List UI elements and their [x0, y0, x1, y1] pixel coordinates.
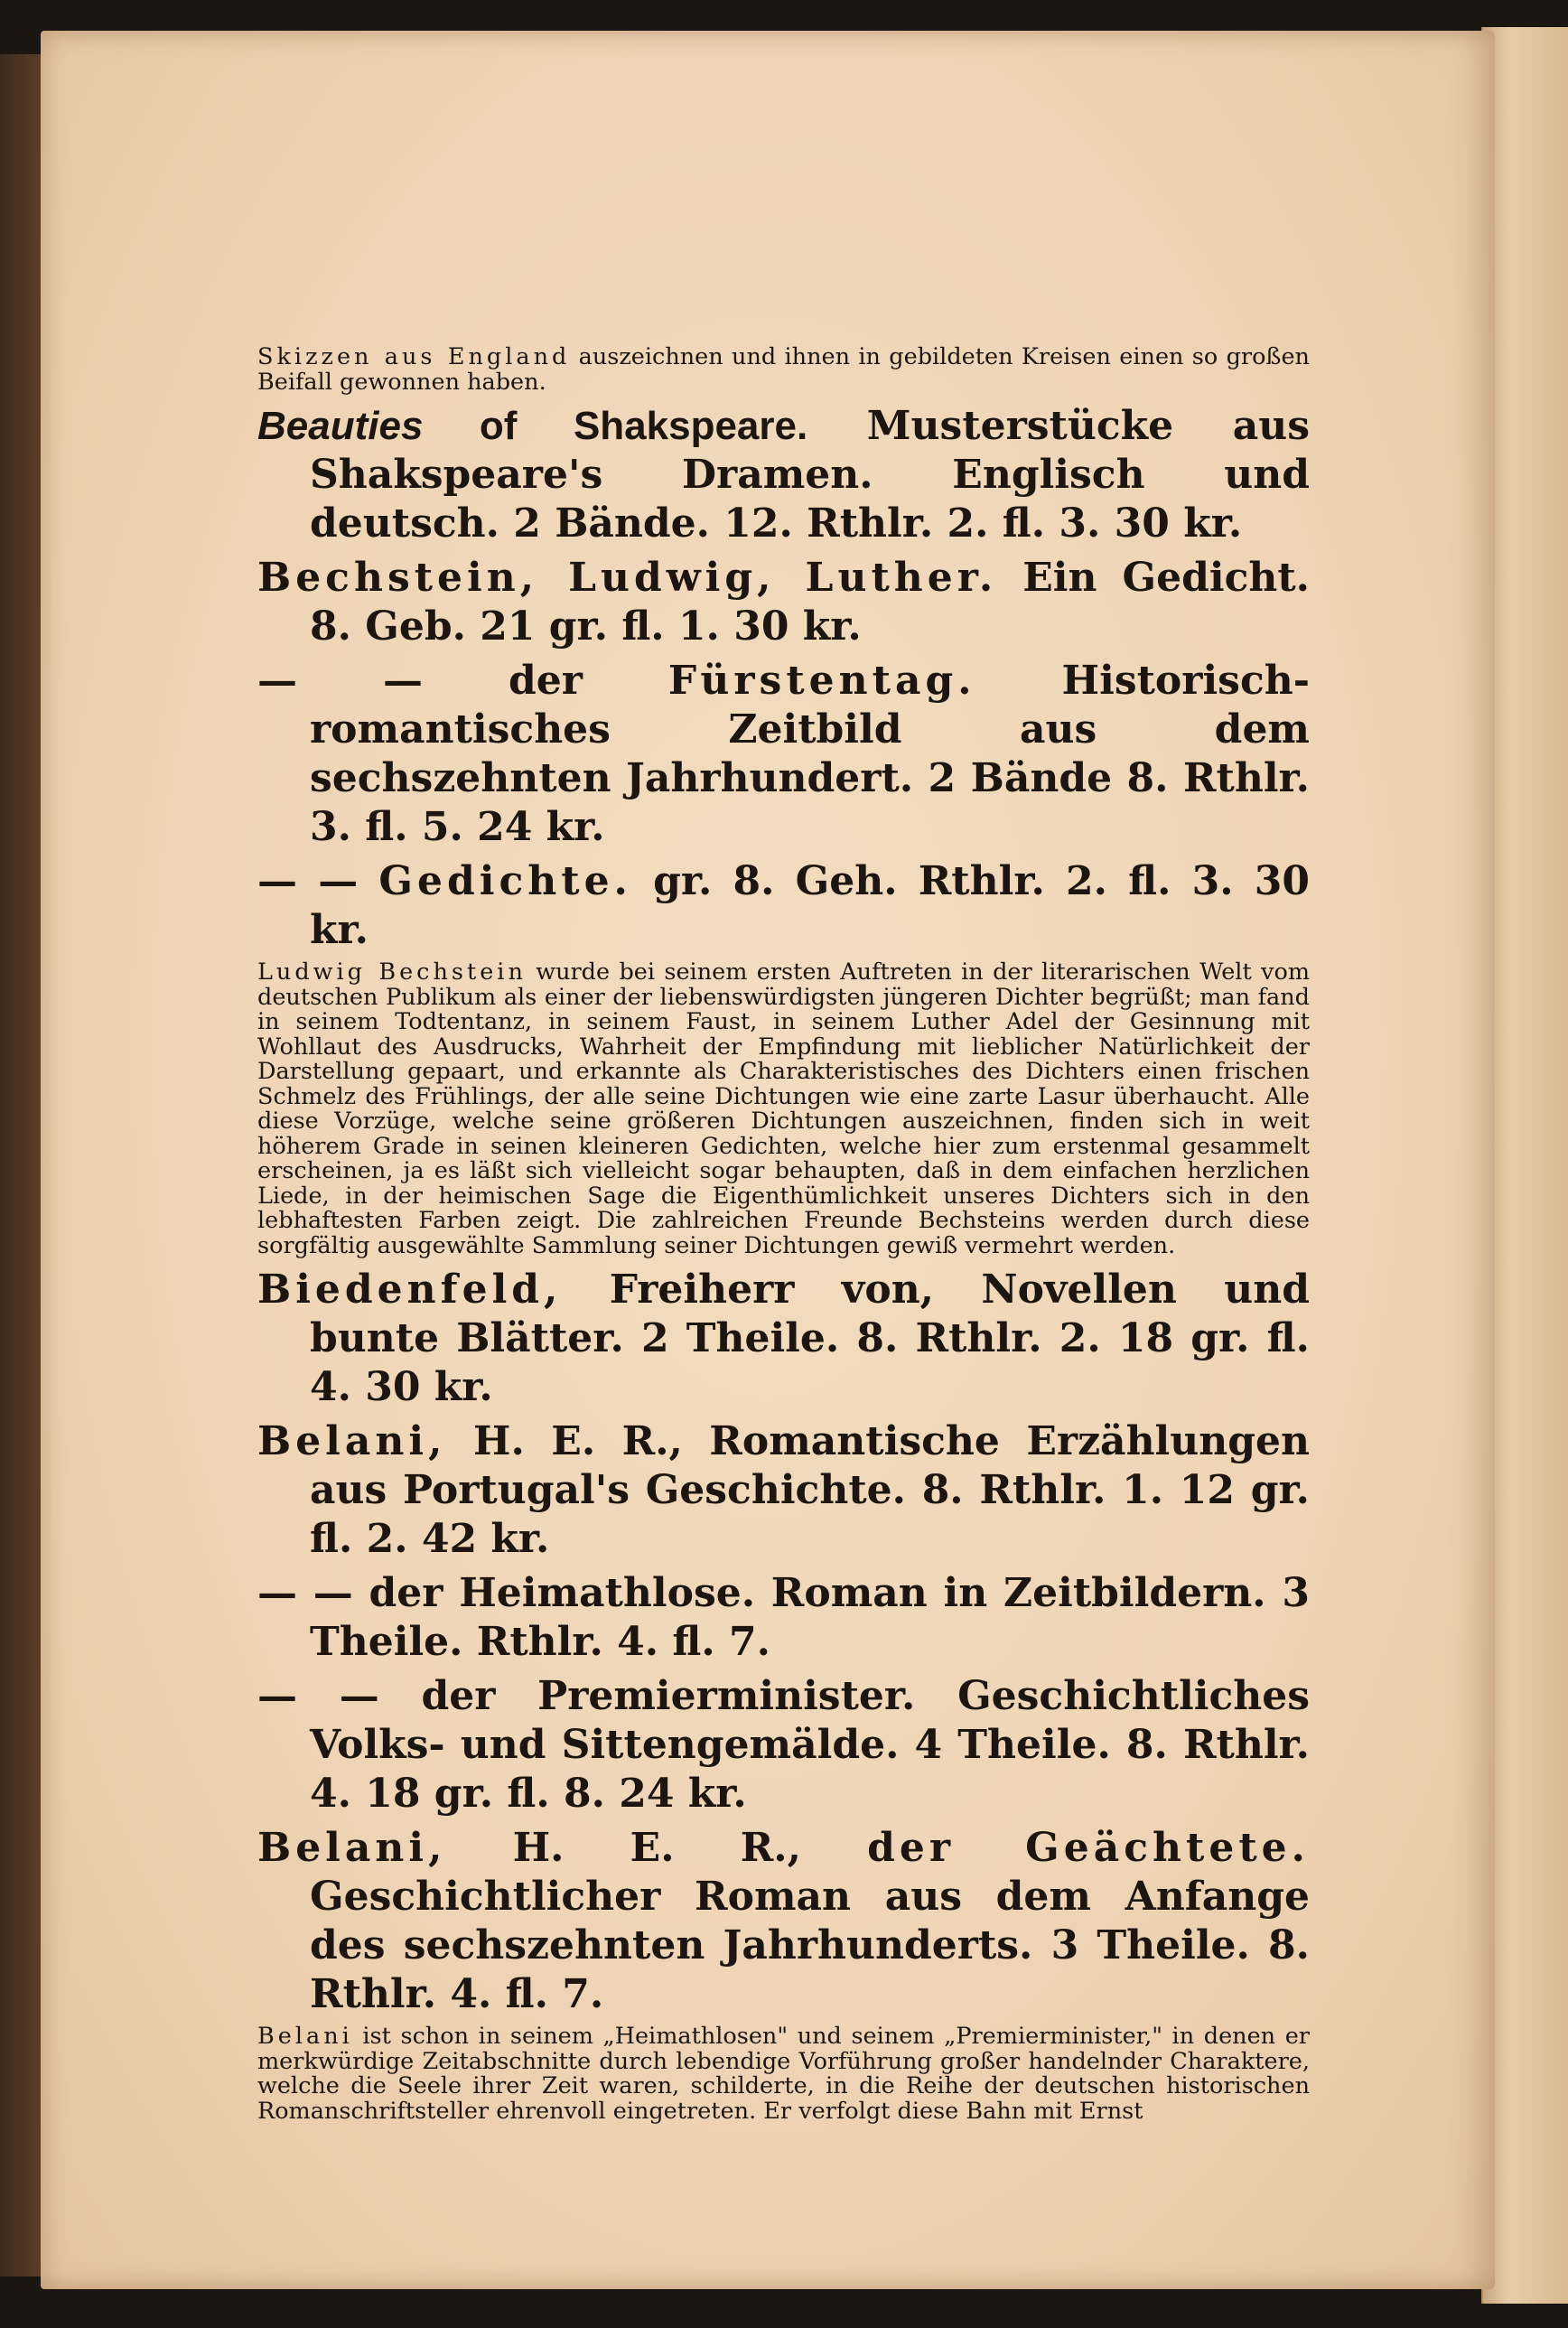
intro-note-lead: Skizzen aus England: [257, 343, 571, 370]
bechstein-note-text: wurde bei seinem ersten Auftreten in der literarischen Welt vom deutschen Publikum als einer der liebenswürdigsten jüngeren Dichter begrüßt; man fand in seinem Todtentanz, in seinem Faust, in seinem Luther Adel der Gesinnung mit Wohllaut des Ausdrucks, Wahrheit der Empfindung mit lieblicher Natürlichkeit der Darstellung gepaart, und erkannte als Charakteristisches des Dichters einen frischen Schmelz des Frühlings, der alle seine Dichtungen wie eine zarte Lasur überhaucht. Alle diese Vorzüge, welche seine größeren Dichtungen auszeichnen, finden sich in weit höherem Grade in seinen kleineren Gedichten, welche hier zum erstenmal gesammelt erscheinen, ja es läßt sich vielleicht sogar behaupten, daß in dem einfachen herzlichen Liede, in der heimischen Sage die Eigenthümlichkeit unseres Dichters sich in den lebhaftesten Farben zeigt. Die zahlreichen Freunde Bechsteins werden durch diese sorgfältig ausgewählte Sammlung seiner Dichtungen gewiß vermehrt werden.: [257, 958, 1310, 1259]
entry-biedenfeld: [257, 1266, 1310, 1412]
bechstein-note: [257, 960, 1310, 1258]
entry-belani-premierminister: — — der Premierminister. Geschichtliches Volks- und Sittengemälde. 4 Theile. 8. Rthlr. 4. 18 gr. fl. 8. 24 kr.: [257, 1673, 1310, 1817]
entry-bechstein-fuerstentag: [257, 657, 1310, 852]
entry-bechstein-luther-desc: Ein Gedicht. 8. Geb. 21 gr. fl. 1. 30 kr.: [310, 555, 1311, 650]
entry-belani-author: Belani,: [257, 1825, 447, 1871]
entry-fuerstentag-desc: Historisch-romantisches Zeitbild aus dem sechszehnten Jahrhundert. 2 Bände 8. Rthlr. 3. fl. 5. 24 kr.: [310, 658, 1310, 850]
entry-dash: — — der: [257, 658, 668, 704]
book-page: [41, 31, 1495, 2289]
entry-belani-erzaehlungen-desc: H. E. R., Romantische Erzählungen aus Portugal's Geschichte. 8. Rthlr. 1. 12 gr. fl. 2. 42 kr.: [310, 1418, 1310, 1562]
entry-belani-erzaehlungen: [257, 1417, 1310, 1564]
entry-belani-initials: H. E. R.,: [446, 1825, 868, 1871]
belani-note: [257, 2024, 1310, 2124]
entry-gedichte-desc: gr. 8. Geh. Rthlr. 2. fl. 3. 30 kr.: [310, 858, 1310, 953]
entry-biedenfeld-author: Biedenfeld,: [257, 1267, 563, 1313]
page-text: [257, 345, 1310, 2131]
entry-biedenfeld-desc: Freiherr von, Novellen und bunte Blätter. 2 Theile. 8. Rthlr. 2. 18 gr. fl. 4. 30 kr.: [310, 1267, 1310, 1410]
entry-belani-geaechtete: [257, 1824, 1310, 2019]
entry-bechstein-author: Bechstein, Ludwig, Luther.: [257, 555, 998, 601]
entry-gedichte-title: Gedichte.: [378, 858, 632, 904]
entry-bechstein-luther: [257, 554, 1310, 651]
entry-geaechtete-desc: Geschichtlicher Roman aus dem Anfange des sechszehnten Jahrhunderts. 3 Theile. 8. Rthlr. 4. fl. 7.: [310, 1874, 1310, 2017]
entry-beauties-desc: Musterstücke aus Shakspeare's Dramen. Englisch und deutsch. 2 Bände. 12. Rthlr. 2. fl. 3. 30 kr.: [310, 403, 1310, 547]
entry-bechstein-gedichte: [257, 857, 1310, 955]
entry-belani-heimathlose: — — der Heimathlose. Roman in Zeitbildern. 3 Theile. Rthlr. 4. fl. 7.: [257, 1570, 1310, 1665]
entry-beauties-title: Beauties: [257, 404, 424, 448]
intro-note: [257, 345, 1310, 395]
belani-note-text: ist schon in seinem „Heimathlosen" und seinem „Premierminister," in denen er merkwürdige Zeitabschnitte durch lebendige Vorführung großer handelnder Charaktere, welche die Seele ihrer Zeit waren, schilderte, in die Reihe der deutschen historischen Romanschriftsteller ehrenvoll eingetreten. Er verfolgt diese Bahn mit Ernst: [257, 2023, 1310, 2125]
entry-geaechtete-title: der Geächtete.: [867, 1825, 1310, 1871]
bechstein-note-lead: Ludwig Bechstein: [257, 958, 527, 986]
entry-dash: — —: [257, 858, 379, 904]
entry-beauties-title-rest: of Shakspeare.: [423, 404, 808, 448]
intro-note-text: auszeichnen und ihnen in gebildeten Kreisen einen so großen Beifall gewonnen haben.: [257, 343, 1310, 396]
belani-note-lead: Belani: [257, 2023, 353, 2050]
entry-fuerstentag-title: Fürstentag.: [667, 658, 976, 704]
entry-belani-author: Belani,: [257, 1418, 447, 1464]
entry-beauties: [257, 402, 1310, 548]
